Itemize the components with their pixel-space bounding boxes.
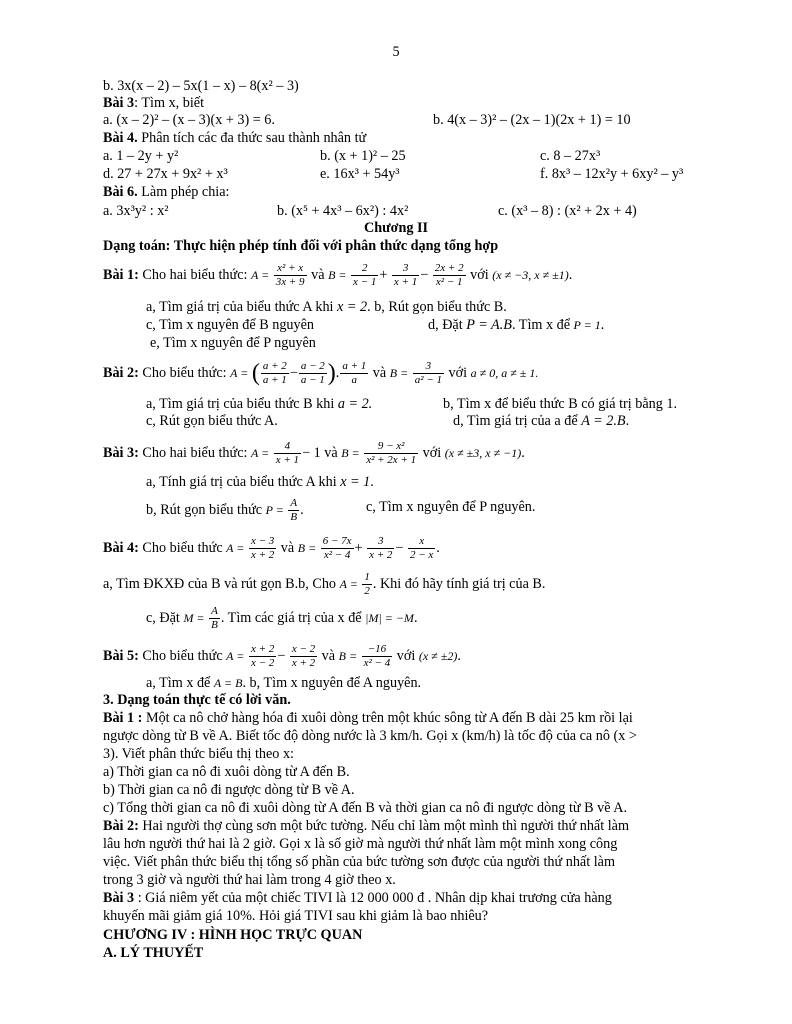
question: a, Tìm ĐKXĐ của B và rút gọn B.b, Cho A = $\frac{1}{2}$ . Khi đó hãy tính giá trị của B.	[103, 571, 546, 597]
problem-2: Bài 2: Cho biểu thức: A = ( $\frac{a + 2}{a + 1}$ − $\frac{a - 2}{a - 1}$ ). $\frac{a + 1}{a}$ và B = $\frac{3}{\text{a² − 1}}$ với a ≠ 0, a ≠ ± 1.	[103, 360, 539, 386]
problem-3: Bài 3: Cho hai biểu thức: A = $\frac{4}{x + 1}$ − 1 và B = $\frac{\text{9 − x²}}{\text{x² + 2x + 1}}$ với (x ≠ ±3, x ≠ −1).	[103, 440, 525, 466]
word-problem-3: Bài 3 : Giá niêm yết của một chiếc TIVI là 12 000 000 đ . Nhân dịp khai trương cửa hàng	[103, 890, 612, 906]
list-item: b. (x⁵ + 4x³ – 6x²) : 4x²	[277, 203, 409, 219]
question: a, Tìm giá trị của biểu thức B khi a = 2.	[146, 396, 373, 412]
question: a, Tính giá trị của biểu thức A khi x = 1.	[146, 474, 374, 490]
question: d, Đặt P = A.B. Tìm x để P = 1.	[428, 317, 605, 333]
section-title: 3. Dạng toán thực tế có lời văn.	[103, 692, 291, 708]
exercise-heading: Bài 3: Tìm x, biết	[103, 95, 205, 111]
exercise-line: b. 3x(x – 2) – 5x(1 – x) – 8(x² – 3)	[103, 78, 299, 94]
exercise-line: a. (x – 2)² – (x – 3)(x + 3) = 6.	[103, 112, 275, 128]
question: c, Tìm x nguyên để P nguyên.	[366, 499, 536, 515]
section-title: A. LÝ THUYẾT	[103, 945, 204, 961]
list-item: e. 16x³ + 54y³	[320, 166, 400, 182]
exercise-heading: Bài 6. Làm phép chia:	[103, 184, 230, 200]
text-line: lâu hơn người thứ hai là 2 giờ. Gọi x là số giờ mà người thứ nhất làm một mình xong công	[103, 836, 618, 852]
chapter-title: CHƯƠNG IV : HÌNH HỌC TRỰC QUAN	[103, 927, 363, 943]
question: c, Rút gọn biểu thức A.	[146, 413, 278, 429]
chapter-title: Chương II	[363, 220, 429, 236]
list-item: c. 8 – 27x³	[540, 148, 601, 164]
question: e, Tìm x nguyên để P nguyên	[150, 335, 316, 351]
question: b, Tìm x để biểu thức B có giá trị bằng 1.	[443, 396, 677, 412]
exercise-heading: Bài 4. Phân tích các đa thức sau thành nhân tử	[103, 130, 367, 146]
list-item: f. 8x³ – 12x²y + 6xy² – y³	[540, 166, 684, 182]
word-problem-1: Bài 1 : Một ca nô chở hàng hóa đi xuôi dòng trên một khúc sông từ A đến B dài 25 km rồi lại	[103, 710, 633, 726]
exercise-line: b. 4(x – 3)² – (2x – 1)(2x + 1) = 10	[433, 112, 631, 128]
text-line: a) Thời gian ca nô đi xuôi dòng từ A đến B.	[103, 764, 350, 780]
question: c, Tìm x nguyên để B nguyên	[146, 317, 314, 333]
question: a, Tìm x để A = B. b, Tìm x nguyên để A nguyên.	[146, 675, 422, 691]
list-item: d. 27 + 27x + 9x² + x³	[103, 166, 228, 182]
text-line: trong 3 giờ và người thứ hai làm trong 4 giờ theo x.	[103, 872, 396, 888]
list-item: a. 3x³y² : x²	[103, 203, 169, 219]
text-line: b) Thời gian ca nô đi ngược dòng từ B về A.	[103, 782, 355, 798]
text-line: khuyến mãi giảm giá 10%. Hỏi giá TIVI sau khi giảm là bao nhiêu?	[103, 908, 489, 924]
list-item: c. (x³ – 8) : (x² + 2x + 4)	[498, 203, 637, 219]
list-item: a. 1 – 2y + y²	[103, 148, 179, 164]
question: b, Rút gọn biểu thức P = $\frac{A}{B}$ .	[146, 497, 304, 523]
question: d, Tìm giá trị của a để A = 2.B.	[453, 413, 630, 429]
question: a, Tìm giá trị của biểu thức A khi x = 2. b, Rút gọn biểu thức B.	[146, 299, 507, 315]
text-line: việc. Viết phân thức biểu thị tổng số phần của bức tường sơn được của người thứ nhất làm	[103, 854, 615, 870]
text-line: c) Tổng thời gian ca nô đi xuôi dòng từ A đến B và thời gian ca nô đi ngược dòng từ B về A.	[103, 800, 628, 816]
problem-5: Bài 5: Cho biểu thức A = $\frac{x + 2}{x - 2}$ − $\frac{x - 2}{x + 2}$ và B = $\frac{-16}{\text{x² − 4}}$ với (x ≠ ±2).	[103, 643, 461, 669]
text-line: ngược dòng từ B về A. Biết tốc độ dòng nước là 3 km/h. Gọi x (km/h) là tốc độ của ca nô (x >	[103, 728, 637, 744]
question: c, Đặt M = $\frac{A}{B}$ . Tìm các giá trị của x để |M| = −M.	[146, 605, 418, 631]
page-number: 5	[392, 44, 400, 60]
problem-4: Bài 4: Cho biểu thức A = $\frac{x - 3}{x + 2}$ và B = $\frac{6 - 7x}{\text{x² − 4}}$ + $\frac{3}{x + 2}$ − $\frac{x}{2 - x}$ .	[103, 535, 440, 561]
problem-1: Bài 1: Cho hai biểu thức: A = $\frac{\text{x² + x}}{3x + 9}$ và B = $\frac{2}{x - 1}$ + $\frac{3}{x + 1}$ − $\frac{2x + 2}{\text{x² − 1}}$ với (x ≠ −3, x ≠ ±1).	[103, 262, 573, 288]
list-item: b. (x + 1)² – 25	[320, 148, 406, 164]
word-problem-2: Bài 2: Hai người thợ cùng sơn một bức tường. Nếu chỉ làm một mình thì người thứ nhất làm	[103, 818, 629, 834]
text-line: 3). Viết phân thức biểu thị theo x:	[103, 746, 294, 762]
section-title: Dạng toán: Thực hiện phép tính đối với phân thức dạng tổng hợp	[103, 238, 499, 254]
